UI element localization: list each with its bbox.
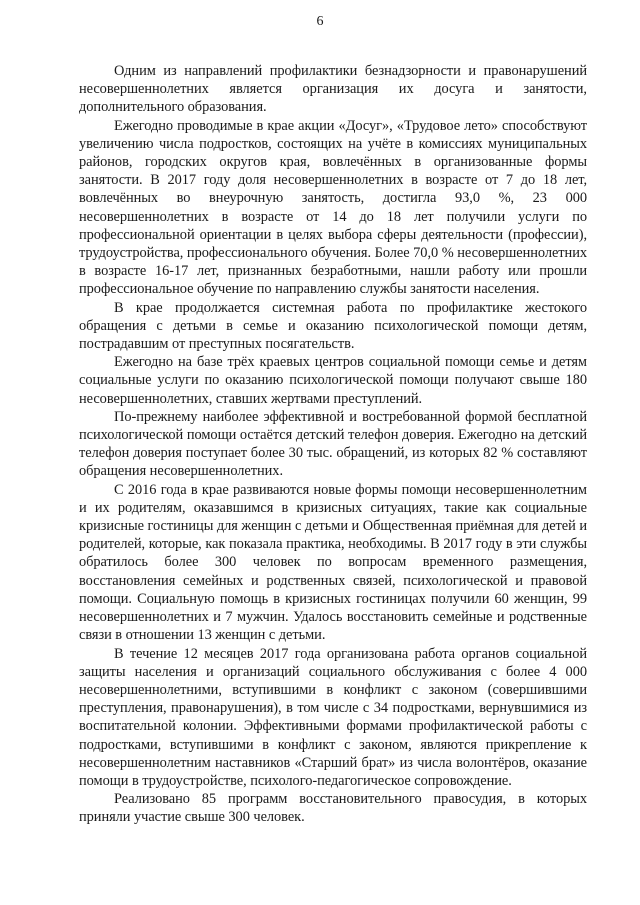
paragraph-leisure: Одним из направлений профилактики безнадзорности и правонарушений несовершеннолетних является организация их досуга и занятости, дополнительного образования.	[79, 63, 587, 116]
paragraph-crisis-help: С 2016 года в крае развиваются новые формы помощи несовершеннолетним и их родителям, оказавшимся в кризисных ситуациях, такие как социальные кризисные гостиницы для женщин с детьми и Общественная приёмная для детей и родителей, которые, как показала практика, необходимы. В 2017 году в эти службы обратилось более 300 человек по вопросам временного размещения, восстановления семейных и родственных связей, психологической и правовой помощи. Социальную помощь в кризисных гостиницах получили 60 женщин, 99 несовершеннолетних и 7 мужчин. Удалось восстановить семейные и родственные связи в отношении 13 женщин с детьми.	[79, 481, 587, 644]
paragraph-family-centers: Ежегодно на базе трёх краевых центров социальной помощи семье и детям социальные услуги по оказанию психологической помощи получают свыше 180 несовершеннолетних, ставших жертвами преступлений.	[79, 354, 587, 407]
paragraph-helpline: По-прежнему наиболее эффективной и востребованной формой бесплатной психологической помощи остаётся детский телефон доверия. Ежегодно на детский телефон доверия поступает более 30 тыс. обращений, из которых 82 % составляют обращения несовершеннолетних.	[79, 408, 587, 480]
paragraph-offenders-work: В течение 12 месяцев 2017 года организована работа органов социальной защиты населения и организаций социального обслуживания с более 4 000 несовершеннолетними, вступившими в конфликт с законом (совершившими преступления, правонарушения), в том числе с 34 подростками, вернувшимися из воспитательной колонии. Эффективными формами профилактической работы с подростками, вступившими в конфликт с законом, являются прикрепление к несовершеннолетним наставников «Старший брат» из числа волонтёров, оказание помощи в трудоустройстве, психолого-педагогическое сопровождение.	[79, 645, 587, 789]
paragraph-summer-actions: Ежегодно проводимые в крае акции «Досуг», «Трудовое лето» способствуют увеличению числа подростков, состоящих на учёте в комиссиях муниципальных районов, городских округов края, вовлечённых в организованные формы занятости. В 2017 году доля несовершеннолетних в возрасте от 7 до 18 лет, вовлечённых во внеурочную занятость, достигла 93,0 %, 23 000 несовершеннолетних в возрасте от 14 до 18 лет получили услуги по профессиональной ориентации в целях выбора сферы деятельности (профессии), трудоустройства, профессионального обучения. Более 70,0 % несовершеннолетних в возрасте 16-17 лет, признанных безработными, нашли работу или прошли профессиональное обучение по направлению службы занятости населения.	[79, 117, 587, 298]
page-number: 6	[316, 14, 324, 29]
paragraph-restorative-justice: Реализовано 85 программ восстановительного правосудия, в которых приняли участие свыше 300 человек.	[79, 791, 587, 826]
paragraph-abuse-prevention: В крае продолжается системная работа по профилактике жестокого обращения с детьми в семье и оказанию психологической помощи детям, пострадавшим от преступных посягательств.	[79, 299, 587, 353]
document-body	[79, 62, 587, 827]
